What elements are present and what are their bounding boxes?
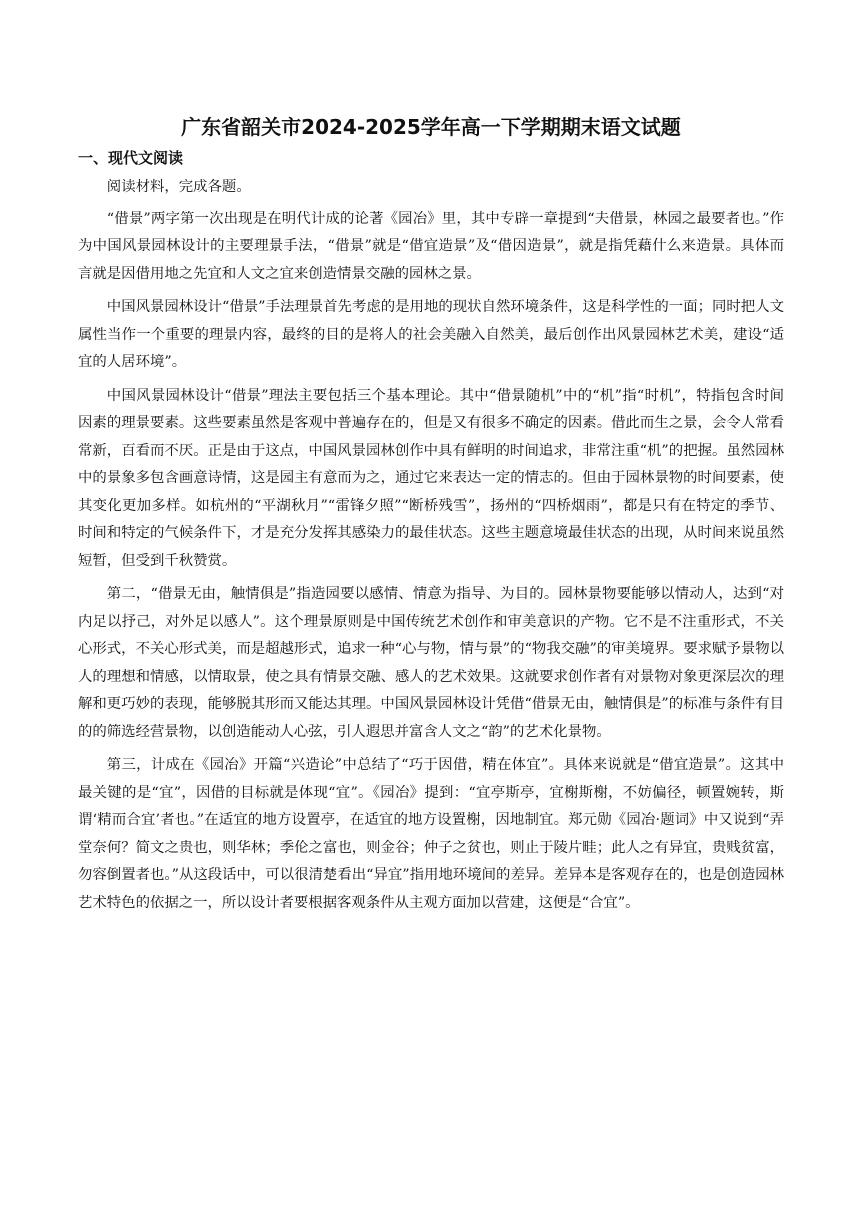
paragraph-3: 中国风景园林设计“借景”理法主要包括三个基本理论。其中“借景随机”中的“机”指“时机”，特指包含时间因素的理景要素。这些要素虽然是客观中普遍存在的，但是又有很多不确定的因素。借此而生之景，会令人常看常新，百看而不厌。正是由于这点，中国风景园林创作中具有鲜明的时间追求，非常注重“机”的把握。虽然园林中的景象多包含画意诗情，这是园主有意而为之，通过它来表达一定的情志的。但由于园林景物的时间要素，使其变化更加多样。如杭州的“平湖秋月”“雷锋夕照”“断桥残雪”，扬州的“四桥烟雨”，都是只有在特定的季节、时间和特定的气候条件下，才是充分发挥其感染力的最佳状态。这些主题意境最佳状态的出现，从时间来说虽然短暂，但受到千秋赞赏。 [78, 387, 784, 569]
document-title: 广东省韶关市2024-2025学年高一下学期期末语文试题 [181, 115, 681, 139]
paragraph-5: 第三，计成在《园冶》开篇“兴造论”中总结了“巧于因借，精在体宜”。具体来说就是“借宜造景”。这其中最关键的是“宜”，因借的目标就是体现“宜”。《园冶》提到：“宜亭斯亭，宜榭斯榭，不妨偏径，顿置婉转，斯谓‘精而合宜’者也。”在适宜的地方设置亭，在适宜的地方设置榭，因地制宜。郑元勋《园冶·题词》中又说到“弄堂奈何？简文之贵也，则华林；季伦之富也，则金谷；仲子之贫也，则止于陵片畦；此人之有异宜，贵贱贫富，勿容倒置者也。”从这段话中，可以很清楚看出“异宜”指用地环境间的差异。差异本是客观存在的，也是创造园林艺术特色的依据之一，所以设计者要根据客观条件从主观方面加以营建，这便是“合宜”。 [78, 757, 784, 911]
paragraph-1: “借景”两字第一次出现是在明代计成的论著《园冶》里，其中专辟一章提到“夫借景，林园之最要者也。”作为中国风景园林设计的主要理景手法，“借景”就是“借宜造景”及“借因造景”，就是指凭藉什么来造景。具体而言就是因借用地之先宜和人文之宜来创造情景交融的园林之景。 [78, 210, 784, 282]
section-heading: 一、现代文阅读 [78, 149, 184, 167]
paragraph-4: 第二，“借景无由，触情俱是”指造园要以感情、情意为指导、为目的。园林景物要能够以情动人，达到“对内足以抒己，对外足以感人”。这个理景原则是中国传统艺术创作和审美意识的产物。它不是不注重形式，不关心形式，不关心形式美，而是超越形式，追求一种“心与物，情与景”的“物我交融”的审美境界。要求赋予景物以人的理想和情感，以情取景，使之具有情景交融、感人的艺术效果。这就要求创作者有对景物对象更深层次的理解和更巧妙的表现，能够脱其形而又能达其理。中国风景园林设计凭借“借景无由，触情俱是”的标准与条件有目的的筛选经营景物，以创造能动人心弦，引人遐思并富含人文之“韵”的艺术化景物。 [78, 586, 784, 740]
instruction-text: 阅读材料，完成各题。 [106, 179, 251, 195]
paragraph-2: 中国风景园林设计“借景”手法理景首先考虑的是用地的现状自然环境条件，这是科学性的一面；同时把人文属性当作一个重要的理景内容，最终的目的是将人的社会美融入自然美，最后创作出风景园林艺术美，建设“适宜的人居环境”。 [78, 299, 784, 370]
